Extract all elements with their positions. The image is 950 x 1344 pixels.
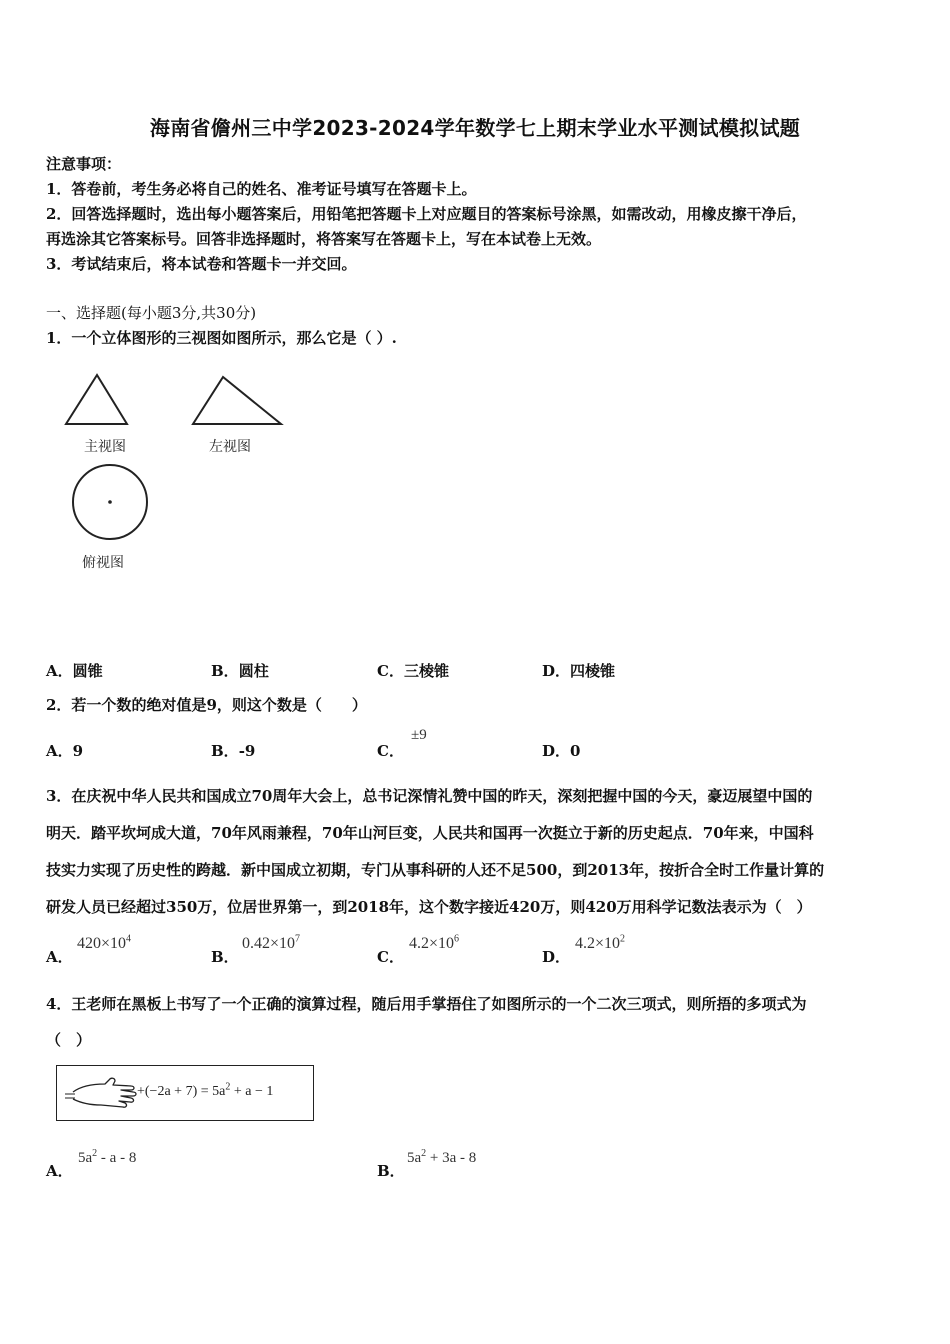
front-view-label: 主视图: [84, 439, 126, 455]
section-heading: 一、选择题(每小题3分,共30分): [46, 304, 257, 322]
math-exponent: 6: [454, 933, 460, 945]
q1-option-b[interactable]: [211, 660, 269, 681]
q3-option-d[interactable]: D．: [542, 948, 571, 966]
math-exponent: 7: [295, 933, 301, 945]
hand-equation: [137, 1081, 274, 1100]
q3-option-c-value: [409, 935, 459, 953]
q2-option-c-value: ±9: [411, 727, 427, 743]
notice-item-2-cont: 再选涂其它答案标号。回答非选择题时，将答案写在答题卡上，写在本试卷上无效。: [46, 230, 602, 248]
option-letter: D．: [542, 742, 571, 760]
q4-option-b-value: [407, 1150, 476, 1167]
three-view-figure: [60, 368, 300, 578]
side-view-triangle: [193, 377, 281, 424]
q2-option-c[interactable]: [377, 740, 404, 761]
q3-option-b-value: [242, 935, 300, 953]
q1-option-c[interactable]: [377, 660, 449, 681]
math-exponent: 4: [126, 933, 132, 945]
option-text: 圆柱: [238, 662, 269, 680]
hand-icon: [63, 1072, 143, 1114]
q4-stem-line-2: （ ）: [46, 1031, 92, 1049]
q2-stem: 2．若一个数的绝对值是9，则这个数是（ ）: [46, 696, 367, 714]
notice-item-3: 3．考试结束后，将本试卷和答题卡一并交回。: [46, 255, 357, 273]
option-letter: A．: [46, 662, 73, 680]
front-view-triangle: [66, 375, 127, 424]
q3-option-b[interactable]: B．: [211, 948, 239, 966]
q3-line-4: 研发人员已经超过350万，位居世界第一，到2018年，这个数字接近420万，则420万用科学记数法表示为（ ）: [46, 898, 812, 916]
q3-option-d-value: [575, 935, 625, 953]
hand-cuff: [65, 1094, 75, 1098]
q3-option-a[interactable]: A．: [46, 948, 73, 966]
q4-stem-line-1: 4．王老师在黑板上书写了一个正确的演算过程，随后用手掌捂住了如图所示的一个二次三项式，则所捂的多项式为: [46, 995, 807, 1013]
math-base: 4.2×10: [409, 935, 455, 952]
math-exponent: 2: [421, 1148, 427, 1159]
notice-item-1: 1．答卷前，考生务必将自己的姓名、准考证号填写在答题卡上。: [46, 180, 477, 198]
q4-option-a-value: [78, 1150, 136, 1167]
math-base: 0.42×10: [242, 935, 296, 952]
equation-exponent: 2: [225, 1081, 231, 1093]
option-text: 0: [570, 742, 581, 760]
q3-option-a-value: [77, 935, 131, 953]
math-base: 4.2×10: [575, 935, 621, 952]
option-letter: C．: [377, 742, 404, 760]
q2-option-a[interactable]: [46, 740, 83, 761]
q3-line-2: 明天．踏平坎坷成大道，70年风雨兼程，70年山河巨变，人民共和国再一次挺立于新的历史起点．70年来，中国科: [46, 824, 814, 842]
top-view-label: 俯视图: [82, 555, 124, 571]
equation-right: + a − 1: [230, 1084, 274, 1099]
option-letter: D．: [542, 662, 571, 680]
option-text: 圆锥: [72, 662, 103, 680]
q4-option-a[interactable]: A．: [46, 1162, 73, 1180]
notice-heading: 注意事项：: [46, 155, 122, 173]
q4-option-b[interactable]: B．: [377, 1162, 405, 1180]
hand-outline: [73, 1078, 136, 1107]
option-text: 9: [72, 742, 84, 760]
math-base: 420×10: [77, 935, 127, 952]
math-exponent: 2: [620, 933, 626, 945]
math-rest: - a - 8: [97, 1150, 137, 1166]
option-letter: C．: [377, 662, 404, 680]
q1-stem: 1．一个立体图形的三视图如图所示，那么它是（ ）.: [46, 329, 397, 347]
top-view-center-dot: [108, 500, 112, 504]
q2-option-b[interactable]: [211, 740, 255, 761]
math-exponent: 2: [92, 1148, 98, 1159]
option-letter: B．: [211, 742, 239, 760]
option-text: -9: [238, 742, 256, 760]
q3-line-1: 3．在庆祝中华人民共和国成立70周年大会上，总书记深情礼赞中国的昨天，深刻把握中国的今天，豪迈展望中国的: [46, 787, 813, 805]
q3-option-c[interactable]: C．: [377, 948, 404, 966]
q1-option-a[interactable]: [46, 660, 103, 681]
q1-option-d[interactable]: [542, 660, 615, 681]
q3-line-3: 技实力实现了历史性的跨越．新中国成立初期，专门从事科研的人还不足500，到2013年，按折合全时工作量计算的: [46, 861, 825, 879]
math-rest: + 3a - 8: [426, 1150, 477, 1166]
page-title: 海南省儋州三中学2023-2024学年数学七上期末学业水平测试模拟试题: [149, 116, 801, 140]
side-view-label: 左视图: [209, 439, 251, 455]
hand-equation-figure: [56, 1065, 314, 1121]
math-base: 5a: [78, 1150, 93, 1166]
q3-stem: [46, 778, 916, 926]
option-letter: B．: [211, 662, 239, 680]
option-text: 三棱锥: [403, 662, 449, 680]
notice-item-2: 2．回答选择题时，选出每小题答案后，用铅笔把答题卡上对应题目的答案标号涂黑，如需改动，用橡皮擦干净后，: [46, 205, 807, 223]
option-text: 四棱锥: [570, 662, 616, 680]
q2-option-d[interactable]: [542, 740, 580, 761]
equation-left: +(−2a + 7) = 5a: [137, 1084, 226, 1099]
option-letter: A．: [46, 742, 73, 760]
math-base: 5a: [407, 1150, 422, 1166]
